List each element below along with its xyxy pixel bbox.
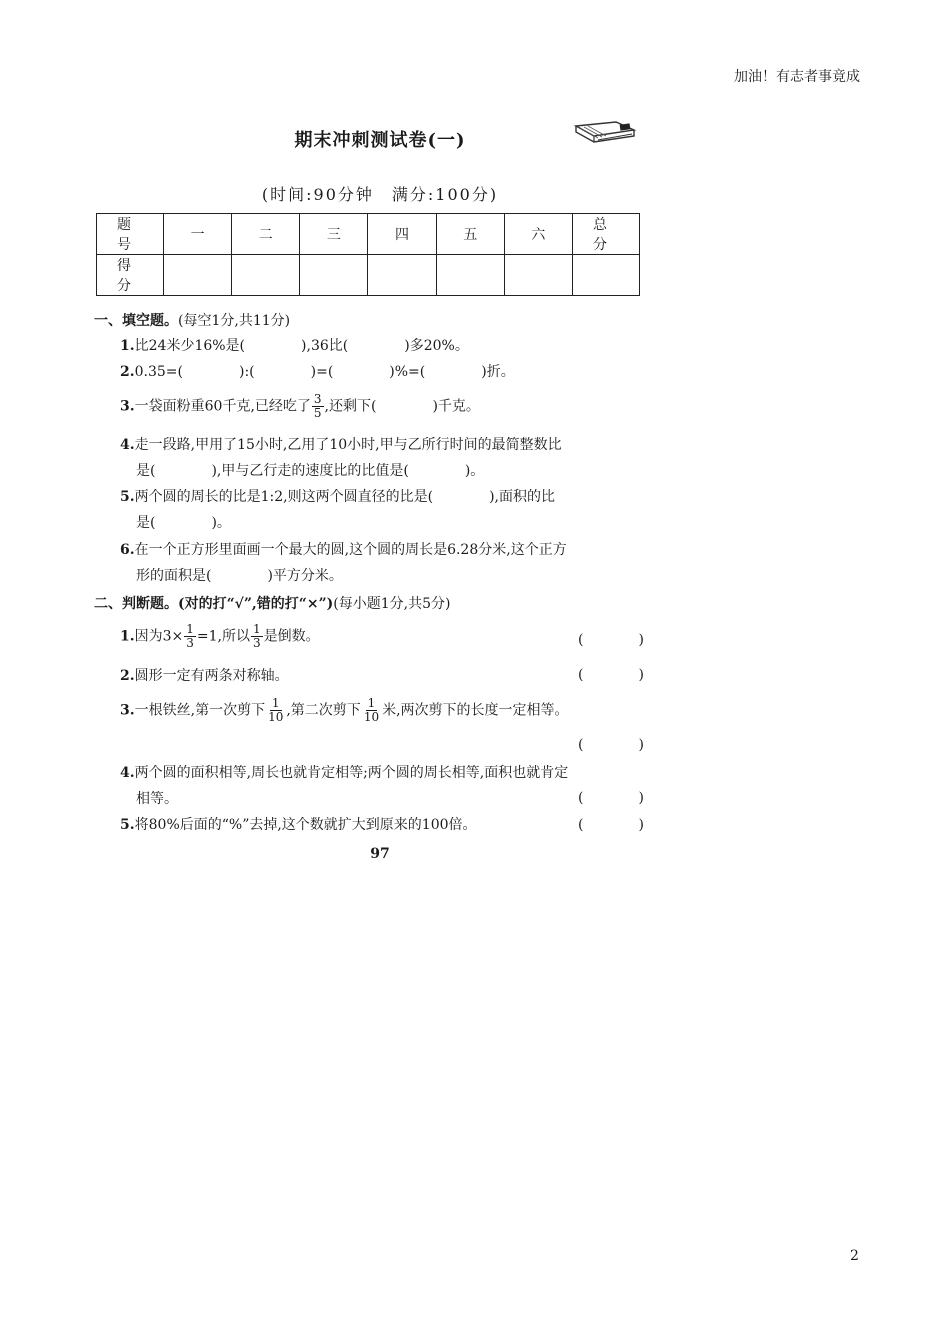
- question-text: 将80%后面的“%”去掉,这个数就扩大到原来的100倍。: [134, 817, 477, 833]
- score-input-cell[interactable]: [436, 255, 504, 296]
- section2-question-1: [120, 623, 644, 650]
- judge-answer-3[interactable]: [578, 737, 644, 753]
- question-text: 两个圆的周长的比是1:2,则这两个圆直径的比是(: [134, 489, 434, 505]
- fraction-denominator: 10: [268, 710, 284, 724]
- question-text: )%=(: [389, 364, 426, 380]
- question-text: 一袋面粉重60千克,已经吃了: [134, 398, 311, 415]
- exam-title: 期末冲刺测试卷(一): [294, 130, 466, 151]
- fraction: [362, 697, 381, 724]
- question-text: )千克。: [432, 398, 480, 415]
- question-number: 1.: [120, 338, 135, 354]
- question-text: 是(: [136, 463, 156, 479]
- question-text: )=(: [310, 364, 334, 380]
- question-text: 一根铁丝,第一次剪下: [134, 702, 266, 719]
- fraction-denominator: 5: [313, 406, 322, 420]
- score-table: [96, 213, 640, 296]
- fraction: [184, 623, 196, 650]
- score-table-cell: 总 分: [573, 214, 640, 255]
- question-number: 5.: [120, 489, 135, 505]
- question-text: 形的面积是(: [136, 568, 212, 584]
- paren-close: ): [638, 632, 644, 648]
- section2-question-3: [120, 697, 644, 724]
- question-text: 圆形一定有两条对称轴。: [134, 668, 289, 684]
- paren-close: ): [638, 737, 644, 753]
- score-table-cell: 六: [504, 214, 572, 255]
- question-number: 4.: [120, 437, 135, 453]
- score-table-cell: 三: [300, 214, 368, 255]
- score-input-cell[interactable]: [300, 255, 368, 296]
- question-text: ),36比(: [301, 338, 349, 354]
- score-input-cell[interactable]: [368, 255, 436, 296]
- question-text: )平方分米。: [267, 568, 343, 584]
- question-number: 3.: [120, 398, 135, 415]
- score-table-cell: 题 号: [97, 214, 164, 255]
- question-number: 2.: [120, 668, 135, 684]
- section1-question-1: [120, 333, 644, 359]
- score-table-cell: 一: [164, 214, 232, 255]
- question-text: ),甲与乙行走的速度比的比值是(: [211, 463, 409, 479]
- paren-open: (: [578, 817, 584, 833]
- score-input-cell[interactable]: [573, 255, 640, 296]
- section2-question-2: [120, 663, 644, 689]
- fraction: [266, 697, 285, 724]
- score-input-cell[interactable]: [232, 255, 300, 296]
- question-text: )。: [211, 515, 231, 531]
- section1-question-4: [120, 432, 644, 484]
- question-text: 因为3×: [134, 628, 184, 645]
- question-text: 0.35=(: [134, 364, 183, 380]
- score-table-cell: 二: [232, 214, 300, 255]
- corner-page-number: 2: [850, 1248, 859, 1264]
- section2-note: (每小题1分,共5分): [333, 596, 451, 612]
- paren-close: ): [638, 817, 644, 833]
- judge-answer-4[interactable]: [578, 790, 644, 806]
- score-table-cell: 得 分: [97, 255, 164, 296]
- fraction: [251, 623, 263, 650]
- fraction-numerator: 3: [313, 392, 322, 406]
- score-table-score-row: [97, 255, 640, 296]
- page-number: 97: [370, 846, 390, 862]
- judge-answer-5[interactable]: [578, 817, 644, 833]
- question-text: ):(: [239, 364, 255, 380]
- question-text: )多20%。: [404, 338, 469, 354]
- fraction-denominator: 10: [363, 710, 380, 724]
- question-text: )。: [464, 463, 485, 479]
- section1-note: (每空1分,共11分): [178, 313, 291, 329]
- question-text: 相等。: [136, 791, 178, 807]
- question-text: 米,两次剪下的长度一定相等。: [382, 702, 569, 719]
- judge-answer-1[interactable]: [578, 632, 644, 648]
- score-table-header-row: [97, 214, 640, 255]
- section2-question-4: [120, 760, 644, 812]
- paren-close: ): [638, 790, 644, 806]
- question-text: ,还剩下(: [324, 398, 377, 415]
- paren-open: (: [578, 737, 584, 753]
- exam-subtitle: (时间:90分钟 满分:100分): [261, 185, 499, 204]
- question-number: 2.: [120, 364, 135, 380]
- score-input-cell[interactable]: [164, 255, 232, 296]
- header-motto: 加油！有志者事竟成: [734, 69, 860, 85]
- paren-open: (: [578, 632, 584, 648]
- fraction-denominator: 3: [253, 636, 261, 650]
- section1-question-6: [120, 537, 644, 589]
- section2-question-5: [120, 812, 644, 838]
- question-text: 在一个正方形里面画一个最大的圆,这个圆的周长是6.28分米,这个正方: [134, 542, 567, 558]
- section1-question-2: [120, 359, 644, 385]
- question-number: 6.: [120, 542, 135, 558]
- fraction-numerator: 1: [271, 696, 280, 710]
- judge-answer-2[interactable]: [578, 667, 644, 683]
- fraction-numerator: 1: [367, 696, 376, 710]
- fraction-numerator: 1: [253, 622, 261, 636]
- question-text: =1,所以: [196, 628, 250, 645]
- question-number: 3.: [120, 702, 135, 719]
- section1-question-3: [120, 393, 644, 420]
- score-table-cell: 四: [368, 214, 436, 255]
- paren-open: (: [578, 790, 584, 806]
- section2-heading-text: 二、判断题。(对的打“√”,错的打“×”): [94, 596, 334, 612]
- question-text: 走一段路,甲用了15小时,乙用了10小时,甲与乙所行时间的最简整数比: [134, 437, 562, 453]
- section2-heading: [94, 593, 450, 613]
- question-text: 比24米少16%是(: [134, 338, 246, 354]
- question-text: ),面积的比: [489, 489, 555, 505]
- score-table-cell: 五: [436, 214, 504, 255]
- fraction-numerator: 1: [186, 622, 194, 636]
- section1-heading-text: 一、填空题。: [94, 313, 178, 329]
- fraction-denominator: 3: [186, 636, 194, 650]
- question-text: ,第二次剪下: [286, 702, 361, 719]
- section1-question-5: [120, 484, 644, 536]
- paren-close: ): [638, 667, 644, 683]
- question-number: 5.: [120, 817, 135, 833]
- score-input-cell[interactable]: [504, 255, 572, 296]
- question-number: 1.: [120, 628, 135, 645]
- question-text: 是(: [136, 515, 156, 531]
- section1-heading: [94, 310, 290, 330]
- fraction: [312, 393, 324, 420]
- book-icon: [572, 116, 638, 150]
- question-text: 是倒数。: [263, 628, 320, 645]
- question-text: 两个圆的面积相等,周长也就肯定相等;两个圆的周长相等,面积也就肯定: [134, 765, 569, 781]
- question-number: 4.: [120, 765, 135, 781]
- paren-open: (: [578, 667, 584, 683]
- question-text: )折。: [481, 364, 515, 380]
